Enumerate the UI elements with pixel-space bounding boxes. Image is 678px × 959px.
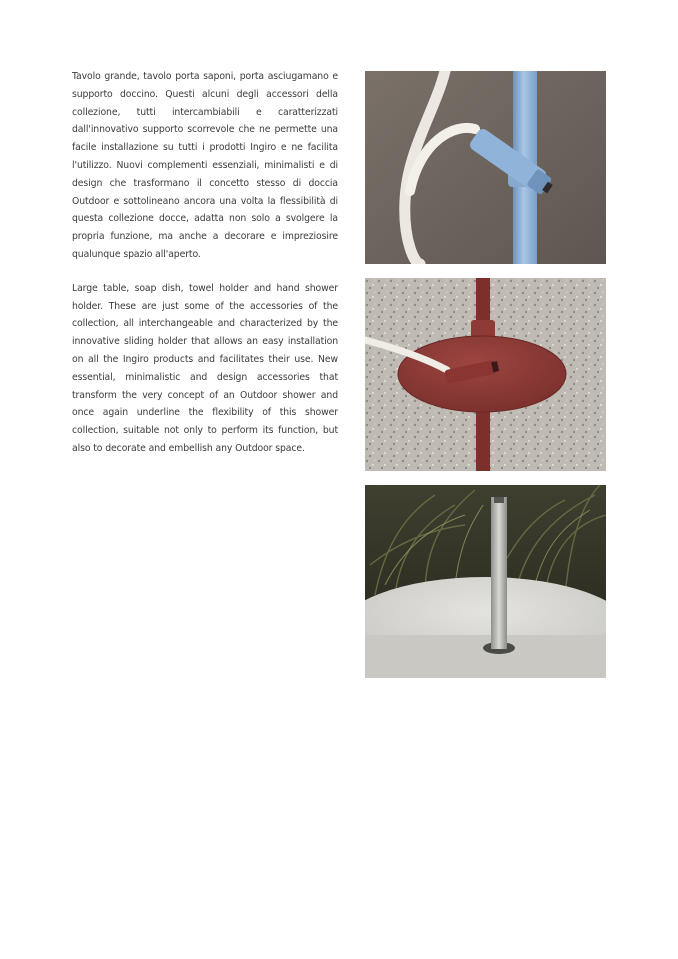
- photo-steel-post-basin: [365, 485, 606, 678]
- photo-blue-shower-holder: [365, 71, 606, 264]
- description-column: [72, 68, 338, 458]
- italian-paragraph: Tavolo grande, tavolo porta saponi, porta asciugamano e supporto doccino. Questi alcuni degli accessori della collezione, tutti intercambiabili e caratterizzati dall'innovativo supporto scorrevole che ne permette una facile installazione su tutti i prodotti Ingiro e ne facilita l'utilizzo. Nuovi complementi essenziali, minimalisti e di design che trasformano il concetto stesso di doccia Outdoor e sottolineano ancora una volta la flessibilità di questa collezione docce, adatta non solo a svolgere la propria funzione, ma anche a decorare e impreziosire qualunque spazio all'aperto.: [72, 71, 338, 260]
- english-paragraph: Large table, soap dish, towel holder and hand shower holder. These are just some of the accessories of the collection, all interchangeable and characterized by the innovative sliding holder that allows an easy installation on all the Ingiro products and facilitates their use. New essential, minimalistic and design accessories that transform the very concept of an Outdoor shower and once again underline the flexibility of this shower collection, suitable not only to perform its function, but also to decorate and embellish any Outdoor space.: [72, 282, 338, 454]
- photo-red-soap-dish: [365, 278, 606, 471]
